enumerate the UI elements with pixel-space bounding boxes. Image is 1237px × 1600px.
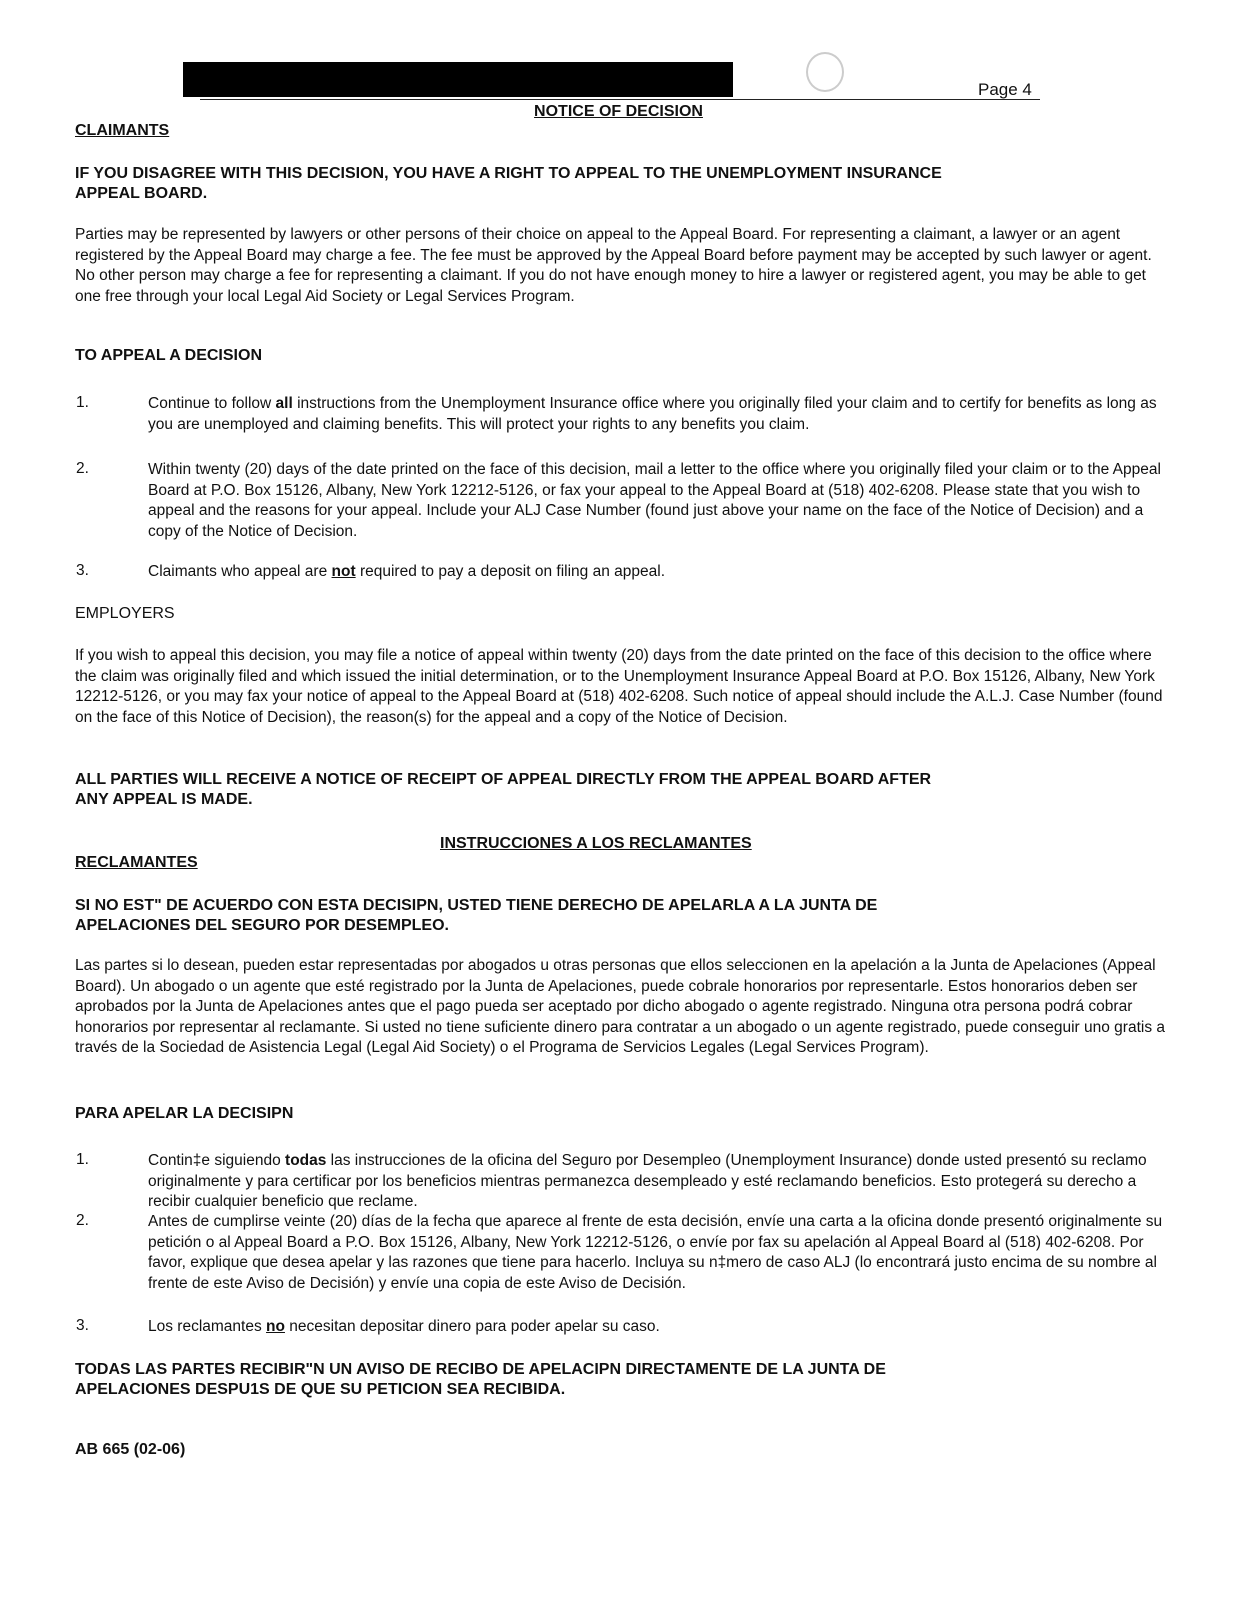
spanish-item-3-text-b: necesitan depositar dinero para poder apelar su caso. xyxy=(284,1318,660,1335)
claimants-item-2-number: 2. xyxy=(76,460,89,477)
claimants-item-1-emphasis: all xyxy=(275,395,293,412)
claimants-heading: CLAIMANTS xyxy=(75,122,170,139)
claimants-item-1-text-b: instructions from the Unemployment Insurance office where you originally filed your claim and to certify for benefits as long as you are unemployed and claiming benefits. This will protect your rights to any benefits you claim. xyxy=(148,395,1157,433)
claimants-item-1-text-a: Continue to follow xyxy=(148,395,276,412)
spanish-warning: SI NO EST" DE ACUERDO CON ESTA DECISIPN, USTED TIENE DERECHO DE APELARLA A LA JUNTA DE APELACIONES DEL SEGURO POR DESEMPLEO. xyxy=(75,897,878,934)
spanish-representation-paragraph: Las partes si lo desean, pueden estar representadas por abogados u otras personas que ellos seleccionen en la apelación a la Junta de Apelaciones (Appeal Board). Un abogado o un agente que esté registrado por la Junta de Apelaciones, puede cobrale honorarios por representarle. Estos honorarios deben ser aprobados por la Junta de Apelaciones antes que el pago pueda ser aceptado por dicho abogado o agente registrado. Ninguna otra persona podrá cobrar honorarios por representar al reclamante. Si usted no tiene suficiente dinero para contratar a un abogado o un agente registrado, puede conseguir uno gratis a través de la Sociedad de Asistencia Legal (Legal Aid Society) o el Programa de Servicios Legales (Legal Services Program). xyxy=(75,957,1166,1056)
spanish-item-3-number: 3. xyxy=(76,1317,89,1334)
spanish-title: INSTRUCCIONES A LOS RECLAMANTES xyxy=(440,835,752,852)
spanish-item-1 xyxy=(148,1151,1170,1213)
employers-heading: EMPLOYERS xyxy=(75,605,175,622)
spanish-item-2: Antes de cumplirse veinte (20) días de la fecha que aparece al frente de esta decisión, envíe una carta a la oficina donde presentó originalmente su petición o al Appeal Board a P.O. Box 15126, Albany, New York 12212-5126, o envíe por fax su apelación al Appeal Board al (518) 402-6208. Por favor, explique que desea apelar y las razones que tiene para hacerlo. Incluya su n‡mero de caso ALJ (lo encontrará justo encima de su nombre al frente de este Aviso de Decisión) y envíe una copia de este Aviso de Decisión. xyxy=(148,1213,1163,1292)
claimants-item-1-number: 1. xyxy=(76,394,89,411)
spanish-item-1-text-b: las instrucciones de la oficina del Seguro por Desempleo (Unemployment Insurance) donde usted presentó su reclamo originalmente y para certificar por los beneficios mientras permanezca desempleado y esté reclamando beneficios. Esto protegerá su derecho a recibir cualquier beneficio que reclame. xyxy=(148,1152,1147,1210)
spanish-item-1-emphasis: todas xyxy=(285,1152,327,1169)
redaction-bar xyxy=(183,62,733,97)
claimants-warning: IF YOU DISAGREE WITH THIS DECISION, YOU HAVE A RIGHT TO APPEAL TO THE UNEMPLOYMENT INSURANCE APPEAL BOARD. xyxy=(75,165,942,202)
reclamantes-heading: RECLAMANTES xyxy=(75,854,198,871)
claimants-item-1 xyxy=(148,394,1170,435)
spanish-item-3-emphasis: no xyxy=(266,1318,285,1335)
spanish-item-3 xyxy=(148,1317,1170,1338)
employers-paragraph: If you wish to appeal this decision, you may file a notice of appeal within twenty (20) days from the date printed on the face of this decision to the office where the claim was originally filed and which issued the initial determination, or to the Unemployment Insurance Appeal Board at P.O. Box 15126, Albany, New York 12212-5126, or you may fax your notice of appeal to the Appeal Board at (518) 402-6208. Such notice of appeal should include the A.L.J. Case Number (found on the face of this Notice of Decision), the reason(s) for the appeal and a copy of the Notice of Decision. xyxy=(75,647,1163,726)
document-title: NOTICE OF DECISION xyxy=(534,103,703,120)
claimants-representation-paragraph: Parties may be represented by lawyers or other persons of their choice on appeal to the Appeal Board. For representing a claimant, a lawyer or an agent registered by the Appeal Board may charge a fee. The fee must be approved by the Appeal Board before payment may be accepted by such lawyer or agent. No other person may charge a fee for representing a claimant. If you do not have enough money to hire a lawyer or registered agent, you may be able to get one free through your local Legal Aid Society or Legal Services Program. xyxy=(75,226,1152,305)
form-number: AB 665 (02-06) xyxy=(75,1441,186,1458)
claimants-item-3-text-b: required to pay a deposit on filing an appeal. xyxy=(355,563,665,580)
spanish-item-1-number: 1. xyxy=(76,1151,89,1168)
spanish-item-3-text-a: Los reclamantes xyxy=(148,1318,267,1335)
spanish-item-1-text-a: Contin‡e siguiendo xyxy=(148,1152,286,1169)
claimants-item-3-emphasis: not xyxy=(331,563,356,580)
claimants-item-2: Within twenty (20) days of the date printed on the face of this decision, mail a letter to the office where you originally filed your claim or to the Appeal Board at P.O. Box 15126, Albany, New York 12212-5126, or fax your appeal to the Appeal Board at (518) 402-6208. Please state that you wish to appeal and the reasons for your appeal. Include your ALJ Case Number (found just above your name on the face of the Notice of Decision) and a copy of the Notice of Decision. xyxy=(148,461,1161,540)
claimants-item-3-text-a: Claimants who appeal are xyxy=(148,563,332,580)
header-rule xyxy=(200,99,1040,100)
para-apelar-heading: PARA APELAR LA DECISIPN xyxy=(75,1105,294,1122)
to-appeal-heading: TO APPEAL A DECISION xyxy=(75,347,262,364)
employers-notice: ALL PARTIES WILL RECEIVE A NOTICE OF RECEIPT OF APPEAL DIRECTLY FROM THE APPEAL BOARD AFTER ANY APPEAL IS MADE. xyxy=(75,771,932,808)
spanish-item-2-number: 2. xyxy=(76,1212,89,1229)
page-number: Page 4 xyxy=(978,80,1032,99)
claimants-item-3-number: 3. xyxy=(76,562,89,579)
punch-hole-mark xyxy=(806,52,844,92)
claimants-item-3 xyxy=(148,562,1170,583)
spanish-notice: TODAS LAS PARTES RECIBIR"N UN AVISO DE RECIBO DE APELACIPN DIRECTAMENTE DE LA JUNTA DE APELACIONES DESPU1S DE QUE SU PETICION SEA RECIBIDA. xyxy=(75,1361,886,1398)
